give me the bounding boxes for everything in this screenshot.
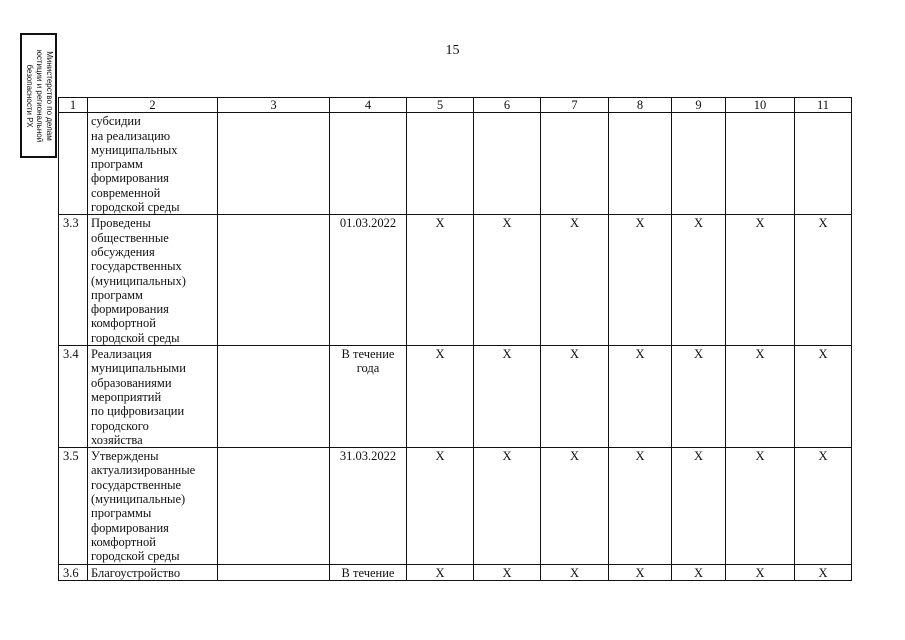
stamp-line: безопасности РХ <box>24 63 34 128</box>
deadline-line: В течение <box>341 347 395 362</box>
description-line: Утверждены <box>91 449 159 464</box>
column-header: 3 <box>218 98 330 113</box>
column-header: 11 <box>795 98 852 113</box>
mark-cell-col-7: Х <box>541 215 609 346</box>
deadline-cell <box>330 346 407 448</box>
mark-cell-col-5: Х <box>407 346 474 448</box>
description-line: хозяйства <box>91 432 143 447</box>
description-line: (муниципальных) <box>91 273 186 288</box>
page-number: 15 <box>445 43 460 58</box>
row-number-cell <box>59 113 88 215</box>
mark-cell-col-11: Х <box>795 564 852 580</box>
description-line: (муниципальные) <box>91 492 186 507</box>
column-3-cell <box>218 215 330 346</box>
mark-cell-col-11: Х <box>795 215 852 346</box>
description-cell <box>88 448 218 564</box>
mark-cell-col-7: Х <box>541 346 609 448</box>
column-header: 6 <box>474 98 541 113</box>
mark-cell-col-8: Х <box>609 346 672 448</box>
description-line: программ <box>91 157 143 172</box>
table-row <box>59 215 852 346</box>
mark-cell-col-11: Х <box>795 448 852 564</box>
deadline-line: В течение <box>341 565 395 580</box>
mark-cell-col-6: Х <box>474 448 541 564</box>
mark-cell-col-10: Х <box>726 448 795 564</box>
table-row <box>59 564 852 580</box>
mark-cell-col-8 <box>609 113 672 215</box>
mark-cell-col-6: Х <box>474 564 541 580</box>
description-line: Благоустройство <box>91 565 181 580</box>
column-3-cell <box>218 113 330 215</box>
mark-cell-col-5 <box>407 113 474 215</box>
description-line: государственные <box>91 477 182 492</box>
stamp-text <box>24 35 54 156</box>
mark-cell-col-9: Х <box>672 215 726 346</box>
row-number-cell: 3.5 <box>59 448 88 564</box>
description-line: программ <box>91 287 143 302</box>
row-number-cell: 3.3 <box>59 215 88 346</box>
description-line: образованиями <box>91 375 172 390</box>
column-header: 10 <box>726 98 795 113</box>
mark-cell-col-8: Х <box>609 564 672 580</box>
description-line: формирования <box>91 171 169 186</box>
stamp-line: Министерство по делам <box>44 50 54 141</box>
column-3-cell <box>218 448 330 564</box>
mark-cell-col-9: Х <box>672 448 726 564</box>
column-header: 2 <box>88 98 218 113</box>
deadline-line: 01.03.2022 <box>339 216 397 231</box>
description-line: программы <box>91 506 152 521</box>
table-header-row <box>59 98 852 113</box>
description-line: мероприятий <box>91 389 162 404</box>
description-line: общественные <box>91 230 169 245</box>
row-number-cell: 3.4 <box>59 346 88 448</box>
mark-cell-col-8: Х <box>609 215 672 346</box>
column-header: 7 <box>541 98 609 113</box>
table-row <box>59 346 852 448</box>
column-header: 5 <box>407 98 474 113</box>
description-line: городской среды <box>91 200 180 215</box>
ministry-stamp <box>20 33 57 158</box>
column-3-cell <box>218 346 330 448</box>
mark-cell-col-5: Х <box>407 564 474 580</box>
mark-cell-col-7: Х <box>541 448 609 564</box>
deadline-cell <box>330 113 407 215</box>
description-line: городской среды <box>91 330 180 345</box>
description-line: муниципальных <box>91 142 178 157</box>
plan-table <box>58 97 852 581</box>
description-cell <box>88 215 218 346</box>
description-line: Реализация <box>91 347 152 362</box>
deadline-line: 31.03.2022 <box>339 449 397 464</box>
mark-cell-col-5: Х <box>407 215 474 346</box>
mark-cell-col-5: Х <box>407 448 474 564</box>
description-line: муниципальными <box>91 361 186 376</box>
mark-cell-col-10 <box>726 113 795 215</box>
mark-cell-col-11: Х <box>795 346 852 448</box>
description-line: актуализированные <box>91 463 196 478</box>
mark-cell-col-11 <box>795 113 852 215</box>
column-header: 9 <box>672 98 726 113</box>
description-line: формирования <box>91 302 169 317</box>
mark-cell-col-9: Х <box>672 564 726 580</box>
table-row <box>59 113 852 215</box>
description-line: обсуждения <box>91 244 155 259</box>
deadline-cell <box>330 215 407 346</box>
row-number-cell: 3.6 <box>59 564 88 580</box>
deadline-line: года <box>356 361 380 376</box>
mark-cell-col-10: Х <box>726 215 795 346</box>
description-line: комфортной <box>91 316 156 331</box>
description-line: комфортной <box>91 534 156 549</box>
description-line: Проведены <box>91 216 151 231</box>
description-cell <box>88 113 218 215</box>
mark-cell-col-7 <box>541 113 609 215</box>
description-line: современной <box>91 185 161 200</box>
stamp-line: юстиции и региональной <box>34 49 44 142</box>
description-cell <box>88 346 218 448</box>
mark-cell-col-6: Х <box>474 215 541 346</box>
mark-cell-col-7: Х <box>541 564 609 580</box>
mark-cell-col-10: Х <box>726 346 795 448</box>
deadline-cell <box>330 448 407 564</box>
mark-cell-col-10: Х <box>726 564 795 580</box>
description-line: государственных <box>91 259 182 274</box>
mark-cell-col-6 <box>474 113 541 215</box>
deadline-cell <box>330 564 407 580</box>
table-row <box>59 448 852 564</box>
description-line: городской среды <box>91 549 180 564</box>
description-line: по цифровизации <box>91 404 185 419</box>
description-line: формирования <box>91 520 169 535</box>
description-cell <box>88 564 218 580</box>
column-3-cell <box>218 564 330 580</box>
description-line: на реализацию <box>91 128 171 143</box>
description-line: городского <box>91 418 149 433</box>
mark-cell-col-9 <box>672 113 726 215</box>
column-header: 1 <box>59 98 88 113</box>
description-line: субсидии <box>91 114 141 129</box>
column-header: 4 <box>330 98 407 113</box>
mark-cell-col-6: Х <box>474 346 541 448</box>
mark-cell-col-8: Х <box>609 448 672 564</box>
column-header: 8 <box>609 98 672 113</box>
mark-cell-col-9: Х <box>672 346 726 448</box>
